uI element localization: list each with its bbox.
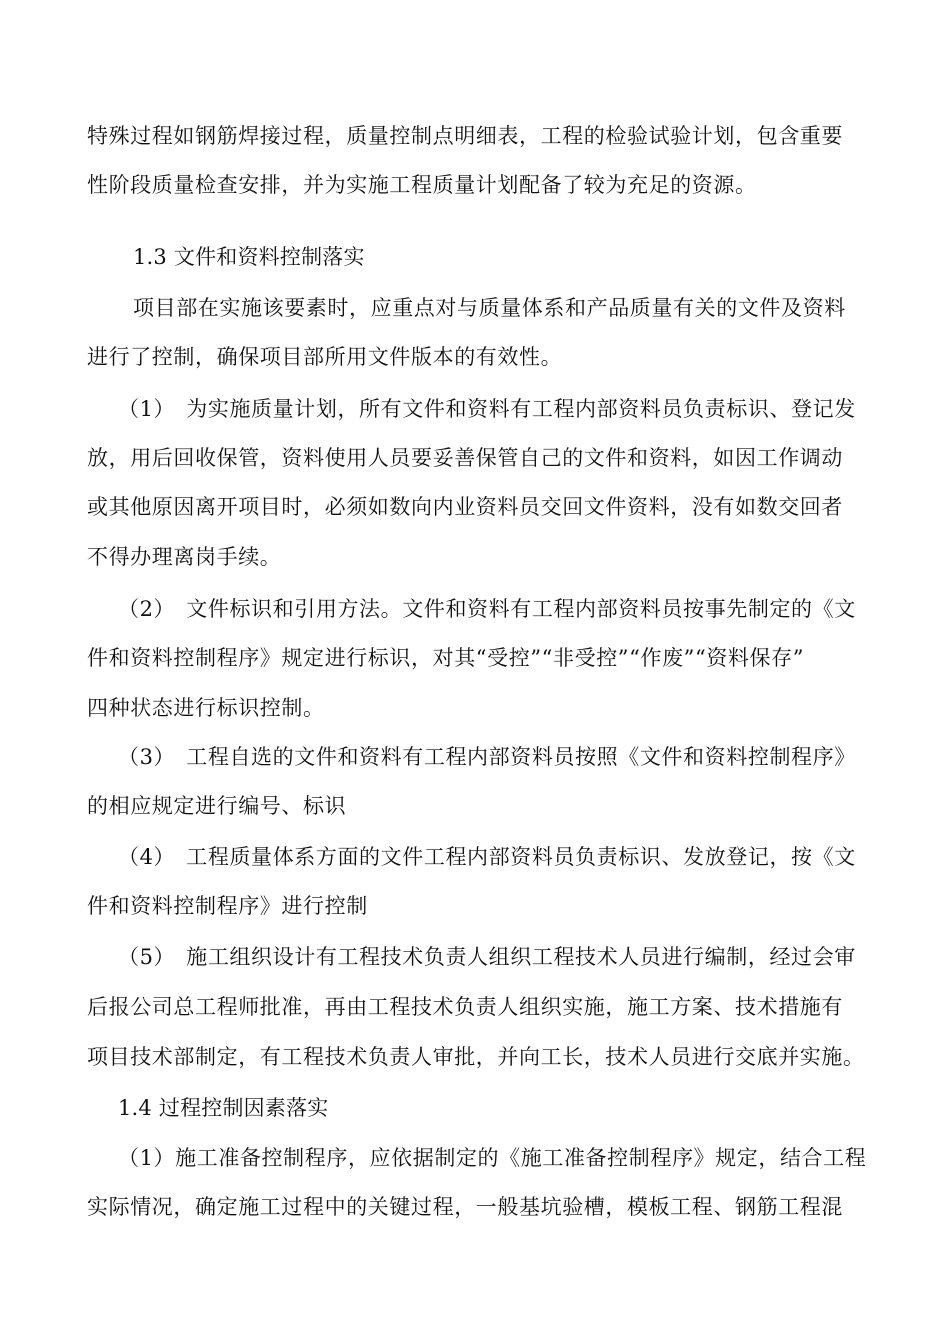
section-heading-1-4: 1.4 过程控制因素落实 — [118, 1096, 329, 1120]
paragraph-line: 项目部在实施该要素时，应重点对与质量体系和产品质量有关的文件及资料 — [133, 296, 846, 320]
paragraph-line: 项目技术部制定，有工程技术负责人审批，并向工长，技术人员进行交底并实施。 — [87, 1045, 865, 1069]
paragraph-line: 不得办理离岗手续。 — [87, 545, 282, 569]
paragraph-line: 件和资料控制程序》规定进行标识，对其“受控”“非受控”“作废”“资料保存” — [87, 646, 805, 670]
paragraph-line: 进行了控制，确保项目部所用文件版本的有效性。 — [87, 345, 563, 369]
list-item-line: （1）施工准备控制程序，应依据制定的《施工准备控制程序》规定，结合工程 — [118, 1146, 867, 1170]
paragraph-line: 性阶段质量检查安排，并为实施工程质量计划配备了较为充足的资源。 — [87, 173, 757, 197]
paragraph-line: 或其他原因离开项目时，必须如数向内业资料员交回文件资料，没有如数交回者 — [87, 495, 843, 519]
paragraph-line: 的相应规定进行编号、标识 — [87, 794, 347, 818]
list-item-5-line: （5） 施工组织设计有工程技术负责人组织工程技术人员进行编制，经过会审 — [118, 945, 856, 969]
paragraph-line: 特殊过程如钢筋焊接过程，质量控制点明细表，工程的检验试验计划，包含重要 — [87, 124, 843, 148]
paragraph-line: 件和资料控制程序》进行控制 — [87, 894, 368, 918]
list-item-3-line: （3） 工程自选的文件和资料有工程内部资料员按照《文件和资料控制程序》 — [118, 745, 856, 769]
paragraph-line: 放，用后回收保管，资料使用人员要妥善保管自己的文件和资料，如因工作调动 — [87, 446, 843, 470]
paragraph-line: 四种状态进行标识控制。 — [87, 696, 325, 720]
list-item-2-line: （2） 文件标识和引用方法。文件和资料有工程内部资料员按事先制定的《文 — [118, 597, 856, 621]
list-item-1-line: （1） 为实施质量计划，所有文件和资料有工程内部资料员负责标识、登记发 — [118, 397, 856, 421]
section-heading-1-3: 1.3 文件和资料控制落实 — [133, 245, 365, 269]
list-item-4-line: （4） 工程质量体系方面的文件工程内部资料员负责标识、发放登记，按《文 — [118, 845, 856, 869]
paragraph-line: 后报公司总工程师批准，再由工程技术负责人组织实施，施工方案、技术措施有 — [87, 995, 843, 1019]
paragraph-line: 实际情况，确定施工过程中的关键过程，一般基坑验槽，模板工程、钢筋工程混 — [87, 1195, 843, 1219]
